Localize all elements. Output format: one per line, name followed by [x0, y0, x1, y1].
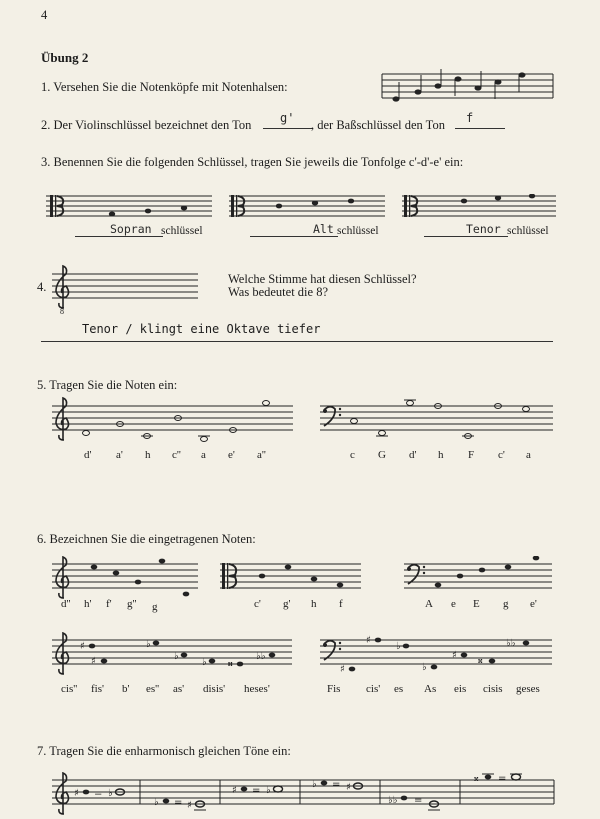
svg-text:=: = [94, 788, 103, 799]
q6-label: E [473, 598, 480, 610]
double-sharp-icon: ♯ [187, 800, 192, 811]
q3-note [348, 199, 354, 204]
q3-blank-2 [250, 236, 338, 237]
q6-label: Fis [327, 683, 341, 695]
q3-suffix-1: schlüssel [161, 225, 203, 237]
q6-note [181, 653, 188, 658]
q6-note [285, 565, 292, 570]
q1-note [435, 83, 442, 88]
q5-treble-label: d' [84, 449, 92, 461]
double-flat-icon: ♭♭ [256, 651, 266, 662]
q3-note [145, 209, 151, 214]
q6-label: as' [173, 683, 185, 695]
q3-answer-2: Alt [313, 222, 334, 236]
q6-label: f [339, 598, 343, 610]
q6-label: c' [254, 598, 261, 610]
q5-note [379, 431, 386, 436]
q6-note [435, 583, 442, 588]
sharp-icon: ♯ [452, 650, 457, 661]
q5-note [523, 407, 530, 412]
q6-label: eis [454, 683, 467, 695]
bass-clef-icon [407, 565, 425, 584]
q3-answer-1: Sopran [110, 222, 152, 236]
q3-staff-3 [400, 194, 558, 224]
flat-icon: ♭ [202, 657, 207, 668]
flat-icon: ♭ [422, 662, 427, 673]
treble-clef-icon [56, 557, 69, 598]
q6-note [153, 641, 160, 646]
q7-note [401, 796, 408, 801]
flat-icon: ♭ [396, 641, 401, 652]
q5-bass-label: c [350, 449, 355, 461]
flat-icon: ♭ [146, 639, 151, 650]
q6-label: d'' [61, 598, 71, 610]
q6-note [431, 665, 438, 670]
q1-staff [380, 68, 555, 108]
q6-note [461, 653, 468, 658]
bass-clef-icon [323, 407, 341, 426]
q2-text-a: 2. Der Violinschlüssel bezeichnet den Ton [41, 118, 252, 132]
q5-note [201, 437, 208, 442]
treble-clef-icon [56, 633, 69, 674]
q6-note [159, 559, 166, 564]
q6-note [337, 583, 344, 588]
q6-label: geses [516, 683, 540, 695]
treble-clef-icon [56, 398, 69, 440]
q5-treble-label: h [145, 449, 151, 461]
q6-note [237, 662, 244, 667]
q5-treble-label: a'' [257, 449, 266, 461]
q6-note [489, 659, 496, 664]
q6-label: As [424, 683, 437, 695]
flat-icon: ♭ [154, 797, 159, 808]
q1-note [455, 76, 462, 81]
q3-note [312, 201, 318, 206]
double-sharp-icon: 𝄪 [474, 773, 479, 784]
q6-label: cisis [483, 683, 503, 695]
q6-treble-staff-2 [50, 632, 294, 676]
svg-text:=: = [414, 795, 423, 806]
double-sharp-icon: 𝄪 [478, 655, 483, 666]
q4-question-2: Was bedeutet die 8? [228, 285, 328, 299]
svg-text:8: 8 [60, 307, 64, 314]
sharp-icon: ♯ [340, 664, 345, 675]
q5-bass-staff [318, 396, 555, 446]
q6-note [311, 577, 318, 582]
q6-label: h [311, 598, 317, 610]
q5-note [407, 401, 414, 406]
flat-icon: ♭ [174, 651, 179, 662]
q7-text: 7. Tragen Sie die enharmonisch gleichen Töne ein: [37, 744, 291, 758]
q6-treble-staff-1 [50, 556, 200, 600]
q3-blank-1 [75, 236, 163, 237]
q7-answer-note [274, 786, 283, 792]
q5-bass-label: G [378, 449, 386, 461]
q6-note [135, 580, 142, 585]
q3-note [495, 196, 501, 201]
q3-suffix-2: schlüssel [337, 225, 379, 237]
q6-label: g' [283, 598, 291, 610]
sharp-icon: ♯ [91, 656, 96, 667]
sharp-icon: ♯ [74, 788, 79, 799]
q3-note [529, 194, 535, 198]
q6-note [91, 565, 98, 570]
treble-clef-icon [56, 773, 69, 814]
double-sharp-icon: 𝄪 [228, 658, 233, 669]
q2-blank-b [455, 128, 505, 129]
q5-note [351, 419, 358, 424]
q6-note [269, 653, 276, 658]
q3-staff-1 [44, 194, 214, 224]
q6-note [523, 641, 530, 646]
sharp-icon: ♯ [80, 641, 85, 652]
q1-note [519, 72, 526, 77]
q1-note [415, 89, 422, 94]
q7-note [163, 799, 170, 804]
flat-icon: ♭ [312, 779, 317, 790]
q3-text: 3. Benennen Sie die folgenden Schlüssel, tragen Sie jeweils die Tonfolge c'-d'-e' ein: [41, 155, 464, 169]
q2-answer-b: f [466, 111, 474, 125]
svg-text:=: = [174, 797, 183, 808]
q6-note [209, 659, 216, 664]
treble-clef-8-icon [56, 266, 69, 314]
q3-note [181, 206, 187, 211]
q5-bass-label: d' [409, 449, 417, 461]
q5-treble-label: c'' [172, 449, 181, 461]
svg-text:=: = [252, 785, 261, 796]
q6-note [375, 638, 382, 643]
q6-note [505, 565, 512, 570]
sharp-icon: ♯ [232, 785, 237, 796]
q6-note [101, 659, 108, 664]
q6-label: g [152, 601, 158, 613]
q6-label: es [394, 683, 404, 695]
q6-text: 6. Bezeichnen Sie die eingetragenen Noten: [37, 532, 256, 546]
q6-bass-staff-1 [402, 556, 554, 600]
q5-treble-staff [50, 396, 295, 446]
q5-note [83, 431, 90, 436]
q6-label: es'' [146, 683, 160, 695]
q6-label: cis' [366, 683, 381, 695]
q1-note [495, 79, 502, 84]
q5-treble-label: a' [116, 449, 123, 461]
q5-bass-label: a [526, 449, 531, 461]
svg-text:=: = [332, 779, 341, 790]
exercise-title: Übung 2 [41, 50, 89, 65]
sharp-icon: ♯ [346, 782, 351, 793]
q6-label: e [451, 598, 456, 610]
q5-treble-label: a [201, 449, 206, 461]
q4-answer: Tenor / klingt eine Oktave tiefer [82, 322, 321, 336]
double-flat-icon: ♭♭ [388, 795, 398, 806]
q6-label: h' [84, 598, 92, 610]
q6-bass-staff-2 [318, 632, 554, 676]
q7-note [321, 781, 328, 786]
q6-note [349, 667, 356, 672]
bass-clef-icon [323, 641, 341, 660]
q4-answer-line [41, 341, 553, 342]
q6-label: A [425, 598, 433, 610]
q6-label: fis' [91, 683, 104, 695]
q4-question-1: Welche Stimme hat diesen Schlüssel? [228, 272, 417, 286]
q7-note [83, 790, 90, 795]
flat-icon: ♭ [108, 788, 113, 799]
q1-text: 1. Versehen Sie die Notenköpfe mit Notenhalsen: [41, 80, 288, 94]
q7-answer-note [512, 774, 521, 780]
q6-note [183, 592, 190, 597]
q6-note [457, 574, 464, 579]
q5-bass-label: F [468, 449, 475, 461]
q7-note [485, 775, 492, 780]
double-flat-icon: ♭♭ [506, 638, 516, 649]
q3-note [276, 204, 282, 209]
q2-blank-a [263, 128, 313, 129]
q6-label: g [503, 598, 509, 610]
q6-label: heses' [244, 683, 270, 695]
q6-note [113, 571, 120, 576]
q3-blank-3 [424, 236, 508, 237]
q2-text-b: , der Baßschlüssel den Ton [311, 118, 445, 132]
sharp-icon: ♯ [366, 635, 371, 646]
q7-note [241, 787, 248, 792]
q6-note [259, 574, 266, 579]
q5-note [263, 401, 270, 406]
q5-treble-label: e' [228, 449, 235, 461]
q3-answer-3: Tenor [466, 222, 501, 236]
q5-bass-label: c' [498, 449, 505, 461]
q2-answer-a: g' [280, 111, 295, 125]
q5-bass-label: h [438, 449, 444, 461]
q6-label: b' [122, 683, 130, 695]
q6-alto-staff [218, 556, 363, 600]
q7-staff [50, 772, 556, 816]
c-clef-icon [222, 563, 236, 589]
q6-note [479, 568, 486, 573]
q1-note [393, 96, 400, 101]
q3-staff-2 [227, 194, 387, 224]
q6-label: disis' [203, 683, 226, 695]
q3-note [461, 199, 467, 204]
q3-note [109, 212, 115, 217]
q4-number: 4. [37, 280, 47, 294]
q6-label: cis'' [61, 683, 78, 695]
q6-label: f' [106, 598, 112, 610]
q4-staff [50, 264, 200, 314]
q6-note [533, 556, 540, 560]
q6-label: g'' [127, 598, 137, 610]
q6-label: e' [530, 598, 537, 610]
page-number: 4 [41, 8, 48, 22]
q6-note [89, 644, 96, 649]
q1-note [475, 85, 482, 90]
flat-icon: ♭ [266, 785, 271, 796]
q6-note [403, 644, 410, 649]
svg-text:=: = [498, 773, 507, 784]
q3-suffix-3: schlüssel [507, 225, 549, 237]
q5-text: 5. Tragen Sie die Noten ein: [37, 378, 178, 392]
